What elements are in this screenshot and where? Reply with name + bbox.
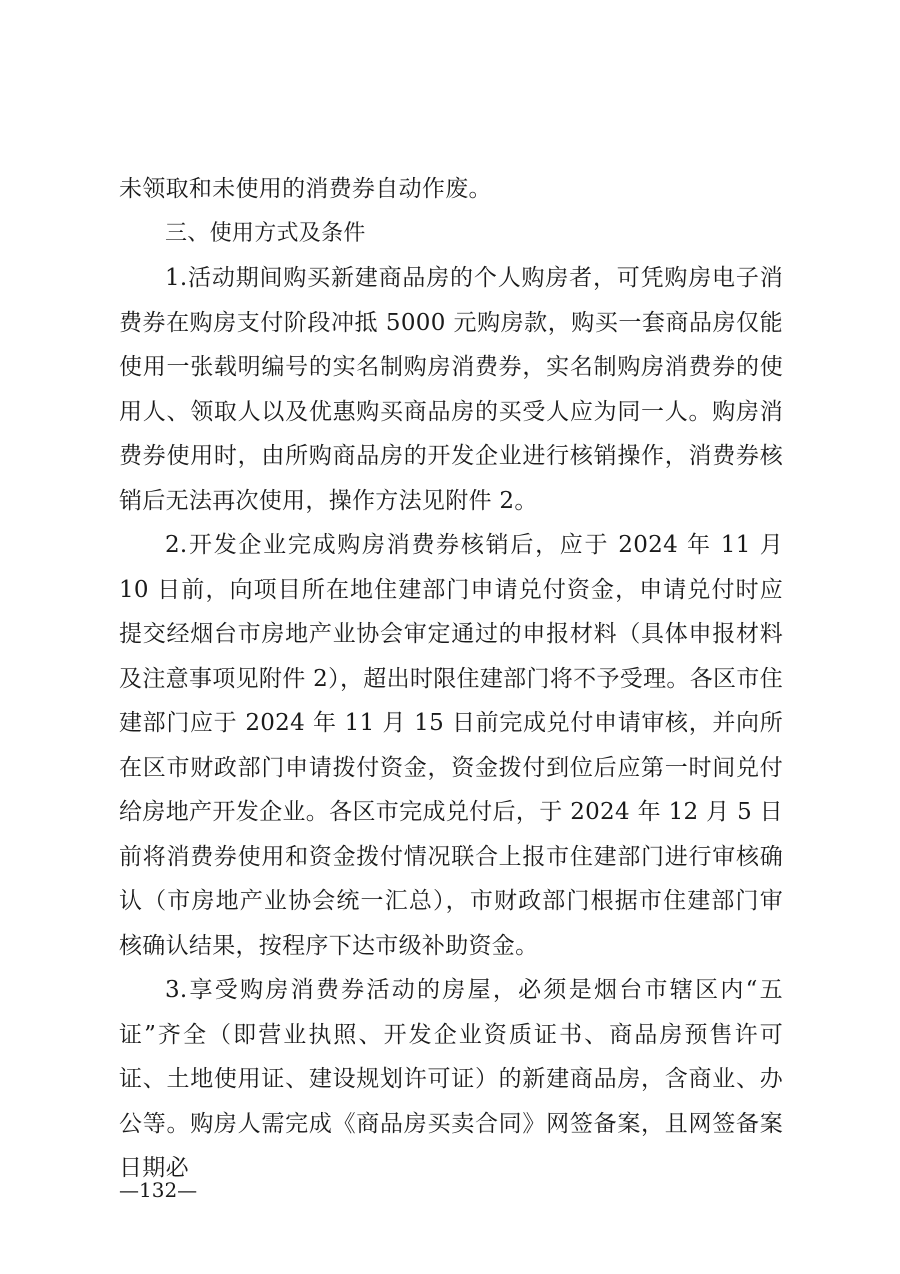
section-heading-usage: 三、使用方式及条件	[165, 220, 366, 246]
paragraph-item-1: 1.活动期间购买新建商品房的个人购房者，可凭购房电子消费券在购房支付阶段冲抵 5000 元购房款，购买一套商品房仅能使用一张载明编号的实名制购房消费券，实名制购房消费券的使用人、领取人以及优惠购买商品房的买受人应为同一人。购房消费券使用时，由所购商品房的开发企业进行核销操作，消费券核销后无法再次使用，操作方法见附件 2。	[119, 265, 783, 514]
paragraph-continuation: 未领取和未使用的消费券自动作废。	[119, 176, 492, 202]
paragraph-item-2: 2.开发企业完成购房消费券核销后，应于 2024 年 11 月 10 日前，向项目所在地住建部门申请兑付资金，申请兑付时应提交经烟台市房地产业协会审定通过的申报材料（具体申报材料及注意事项见附件 2），超出时限住建部门将不予受理。各区市住建部门应于 2024 年 11 月 15 日前完成兑付申请审核，并向所在区市财政部门申请拨付资金，资金拨付到位后应第一时间兑付给房地产开发企业。各区市完成兑付后，于 2024 年 12 月 5 日前将消费券使用和资金拨付情况联合上报市住建部门进行审核确认（市房地产业协会统一汇总），市财政部门根据市住建部门审核确认结果，按程序下达市级补助资金。	[119, 532, 783, 959]
page-number: —132—	[119, 1178, 198, 1202]
body-text	[119, 167, 783, 1191]
paragraph-item-3: 3.享受购房消费券活动的房屋，必须是烟台市辖区内“五证”齐全（即营业执照、开发企业资质证书、商品房预售许可证、土地使用证、建设规划许可证）的新建商品房，含商业、办公等。购房人需完成《商品房买卖合同》网签备案，且网签备案日期必	[119, 977, 783, 1181]
